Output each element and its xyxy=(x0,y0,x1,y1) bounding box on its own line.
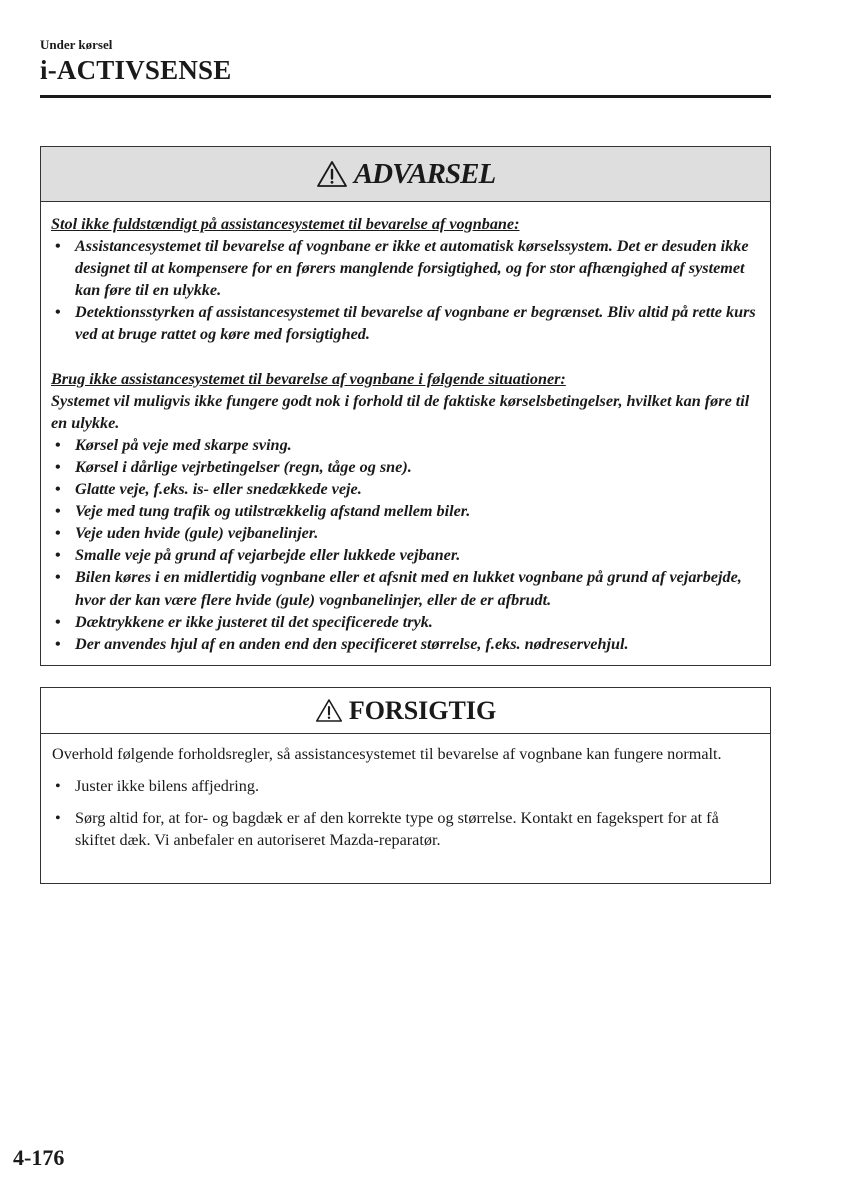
bullet-icon: • xyxy=(55,777,61,795)
page-title: i-ACTIVSENSE xyxy=(40,55,232,85)
bullet-icon: • xyxy=(55,612,61,631)
list-item: • Bilen køres i en midlertidig vognbane eller et afsnit med en lukket vognbane på grund af vejarbejde, hvor der kan være flere hvide (gule) vognbanelinjer, eller de er afbrudt. xyxy=(55,568,742,609)
bullet-icon: • xyxy=(55,524,61,543)
caution-list xyxy=(52,775,760,851)
list-item: • Dæktrykkene er ikke justeret til det specificerede tryk. xyxy=(51,611,760,633)
warning-heading-1: Stol ikke fuldstændigt på assistancesystemet til bevarelse af vognbane: xyxy=(51,215,520,233)
section-label: Under kørsel xyxy=(40,37,113,52)
warning-list-2 xyxy=(51,434,760,655)
warning-intro-2: Systemet vil muligvis ikke fungere godt nok i forhold til de faktiske kørselsbetingelser, hvilket kan føre til en ulykke. xyxy=(51,391,750,432)
bullet-icon: • xyxy=(55,435,61,454)
list-item: • Kørsel på veje med skarpe sving. xyxy=(51,434,760,456)
bullet-icon: • xyxy=(55,502,61,521)
warning-box xyxy=(40,146,771,666)
bullet-icon: • xyxy=(55,809,61,827)
caution-title: FORSIGTIG xyxy=(348,695,497,725)
bullet-icon: • xyxy=(55,303,61,322)
list-item: • Kørsel i dårlige vejrbetingelser (regn, tåge og sne). xyxy=(51,456,760,478)
list-item: • Juster ikke bilens affjedring. xyxy=(55,777,260,795)
list-item: • Assistancesystemet til bevarelse af vognbane er ikke et automatisk kørselssystem. Det er desuden ikke designet til at kompensere for en førers manglende forsigtighed, og for stor afhængighed af systemet kan føre til en ulykke. xyxy=(55,237,749,300)
bullet-icon: • xyxy=(55,546,61,565)
warning-list-1 xyxy=(51,235,760,345)
warning-header xyxy=(41,147,770,202)
list-item: • Der anvendes hjul af en anden end den specificeret størrelse, f.eks. nødreservehjul. xyxy=(51,633,760,655)
list-item: • Sørg altid for, at for- og bagdæk er af den korrekte type og størrelse. Kontakt en fagekspert for at få skiftet dæk. Vi anbefaler en autoriseret Mazda-reparatør. xyxy=(55,809,719,849)
caution-header xyxy=(41,688,770,734)
warning-body xyxy=(41,202,770,662)
warning-triangle-icon xyxy=(316,160,348,188)
warning-title: ADVARSEL xyxy=(353,157,496,190)
bullet-icon: • xyxy=(55,237,61,256)
caution-box xyxy=(40,687,771,884)
bullet-icon: • xyxy=(55,568,61,587)
list-item: • Veje uden hvide (gule) vejbanelinjer. xyxy=(51,522,760,544)
warning-triangle-icon xyxy=(315,698,343,723)
list-item: • Veje med tung trafik og utilstrækkelig afstand mellem biler. xyxy=(51,500,760,522)
list-item: • Detektionsstyrken af assistancesystemet til bevarelse af vognbane er begrænset. Bliv altid på rette kurs ved at bruge rattet og køre med forsigtighed. xyxy=(55,303,756,344)
caution-intro: Overhold følgende forholdsregler, så assistancesystemet til bevarelse af vognbane kan fungere normalt. xyxy=(52,745,722,763)
bullet-icon: • xyxy=(55,634,61,653)
bullet-icon: • xyxy=(55,480,61,499)
list-item: • Smalle veje på grund af vejarbejde eller lukkede vejbaner. xyxy=(51,544,760,566)
list-item: • Glatte veje, f.eks. is- eller snedækkede veje. xyxy=(51,478,760,500)
title-rule xyxy=(40,95,771,98)
bullet-icon: • xyxy=(55,457,61,476)
page-number: 4-176 xyxy=(13,1145,65,1170)
caution-body xyxy=(41,734,770,862)
warning-heading-2: Brug ikke assistancesystemet til bevarelse af vognbane i følgende situationer: xyxy=(51,369,566,388)
